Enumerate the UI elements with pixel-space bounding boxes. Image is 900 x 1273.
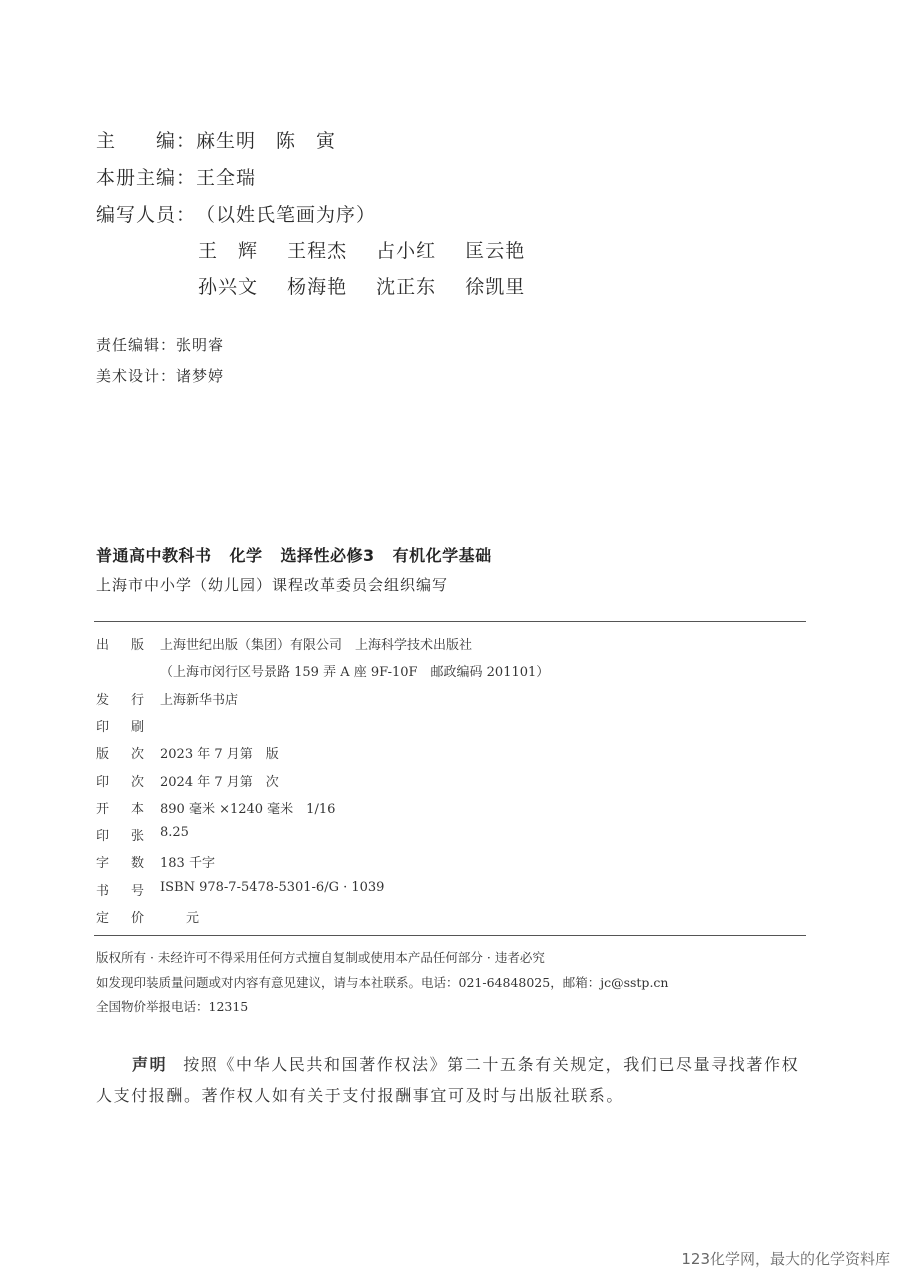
cip-key: 价 bbox=[131, 911, 145, 926]
cip-key: 出 bbox=[96, 638, 110, 653]
writer-name: 王 辉 bbox=[198, 240, 259, 262]
writer-name: 沈正东 bbox=[376, 276, 437, 298]
cip-value: 8.25 bbox=[160, 825, 189, 840]
chief-editor-names: 麻生明 陈 寅 bbox=[196, 130, 337, 152]
cip-key: 印 bbox=[96, 829, 110, 844]
cip-value: 2024 年 7 月第 次 bbox=[160, 775, 279, 790]
watermark: 123化学网，最大的化学资料库 bbox=[681, 1250, 890, 1268]
cip-key: 本 bbox=[131, 802, 145, 817]
cip-key: 开 bbox=[96, 802, 110, 817]
writers-names-row-2 bbox=[198, 272, 547, 299]
price-report-note: 全国物价举报电话：12315 bbox=[96, 999, 249, 1014]
declaration-text: 按照《中华人民共和国著作权法》第二十五条有关规定，我们已尽量寻找著作权人支付报酬。著作权人如有关于支付报酬事宜可及时与出版社联系。 bbox=[96, 1055, 800, 1105]
copyright-note: 版权所有 · 未经许可不得采用任何方式擅自复制或使用本产品任何部分 · 违者必究 bbox=[96, 950, 545, 965]
divider-top bbox=[94, 621, 806, 622]
writer-name: 占小红 bbox=[376, 240, 437, 262]
writer-name: 徐凯里 bbox=[465, 276, 526, 298]
art-designer: 美术设计：诸梦婷 bbox=[96, 367, 225, 385]
book-title bbox=[96, 543, 510, 566]
responsible-editor: 责任编辑：张明睿 bbox=[96, 336, 225, 354]
cip-key: 次 bbox=[131, 775, 145, 790]
organizer: 上海市中小学（幼儿园）课程改革委员会组织编写 bbox=[96, 576, 449, 594]
cip-key: 印 bbox=[96, 720, 110, 735]
writer-name: 王程杰 bbox=[287, 240, 348, 262]
cip-value: 2023 年 7 月第 版 bbox=[160, 747, 279, 762]
cip-key: 行 bbox=[131, 693, 145, 708]
cip-value: 890 毫米 ×1240 毫米 1/16 bbox=[160, 802, 336, 817]
cip-key: 数 bbox=[131, 856, 145, 871]
cip-key: 版 bbox=[131, 638, 145, 653]
writer-name: 孙兴文 bbox=[198, 276, 259, 298]
cip-key: 张 bbox=[131, 829, 145, 844]
book-title-part: 普通高中教科书 bbox=[96, 546, 212, 565]
writers-label: 编写人员： bbox=[96, 204, 197, 226]
writer-name: 杨海艳 bbox=[287, 276, 348, 298]
divider-bottom bbox=[94, 935, 806, 936]
cip-key: 刷 bbox=[131, 720, 145, 735]
cip-key: 印 bbox=[96, 775, 110, 790]
volume-editor-names: 王全瑞 bbox=[196, 167, 257, 189]
declaration bbox=[96, 1049, 808, 1111]
volume-editor-row bbox=[96, 163, 256, 190]
cip-key: 号 bbox=[131, 884, 145, 899]
writer-name: 匡云艳 bbox=[465, 240, 526, 262]
writers-row bbox=[96, 200, 376, 227]
cip-value: 元 bbox=[160, 911, 200, 926]
book-title-part: 有机化学基础 bbox=[392, 546, 492, 565]
cip-key: 字 bbox=[96, 856, 110, 871]
cip-key: 书 bbox=[96, 884, 110, 899]
cip-key: 发 bbox=[96, 693, 110, 708]
book-title-part: 选择性必修3 bbox=[280, 546, 375, 565]
cip-value: 上海新华书店 bbox=[160, 693, 239, 708]
cip-value: 183 千字 bbox=[160, 856, 215, 871]
declaration-heading: 声明 bbox=[132, 1055, 168, 1074]
book-title-part: 化学 bbox=[229, 546, 263, 565]
cip-value: （上海市闵行区号景路 159 弄 A 座 9F-10F 邮政编码 201101） bbox=[160, 665, 550, 680]
contact-note: 如发现印装质量问题或对内容有意见建议，请与本社联系。电话：021-64848025，邮箱：jc@sstp.cn bbox=[96, 975, 669, 990]
writers-note: （以姓氏笔画为序） bbox=[196, 204, 377, 226]
cip-key: 定 bbox=[96, 911, 110, 926]
cip-value: ISBN 978-7-5478-5301-6/G · 1039 bbox=[160, 880, 385, 895]
chief-editor-row bbox=[96, 126, 336, 153]
cip-key: 版 bbox=[96, 747, 110, 762]
volume-editor-label: 本册主编： bbox=[96, 167, 197, 189]
cip-value: 上海世纪出版（集团）有限公司 上海科学技术出版社 bbox=[160, 638, 473, 653]
chief-editor-label: 主 编： bbox=[96, 130, 197, 152]
writers-names-row-1 bbox=[198, 236, 547, 263]
cip-key: 次 bbox=[131, 747, 145, 762]
